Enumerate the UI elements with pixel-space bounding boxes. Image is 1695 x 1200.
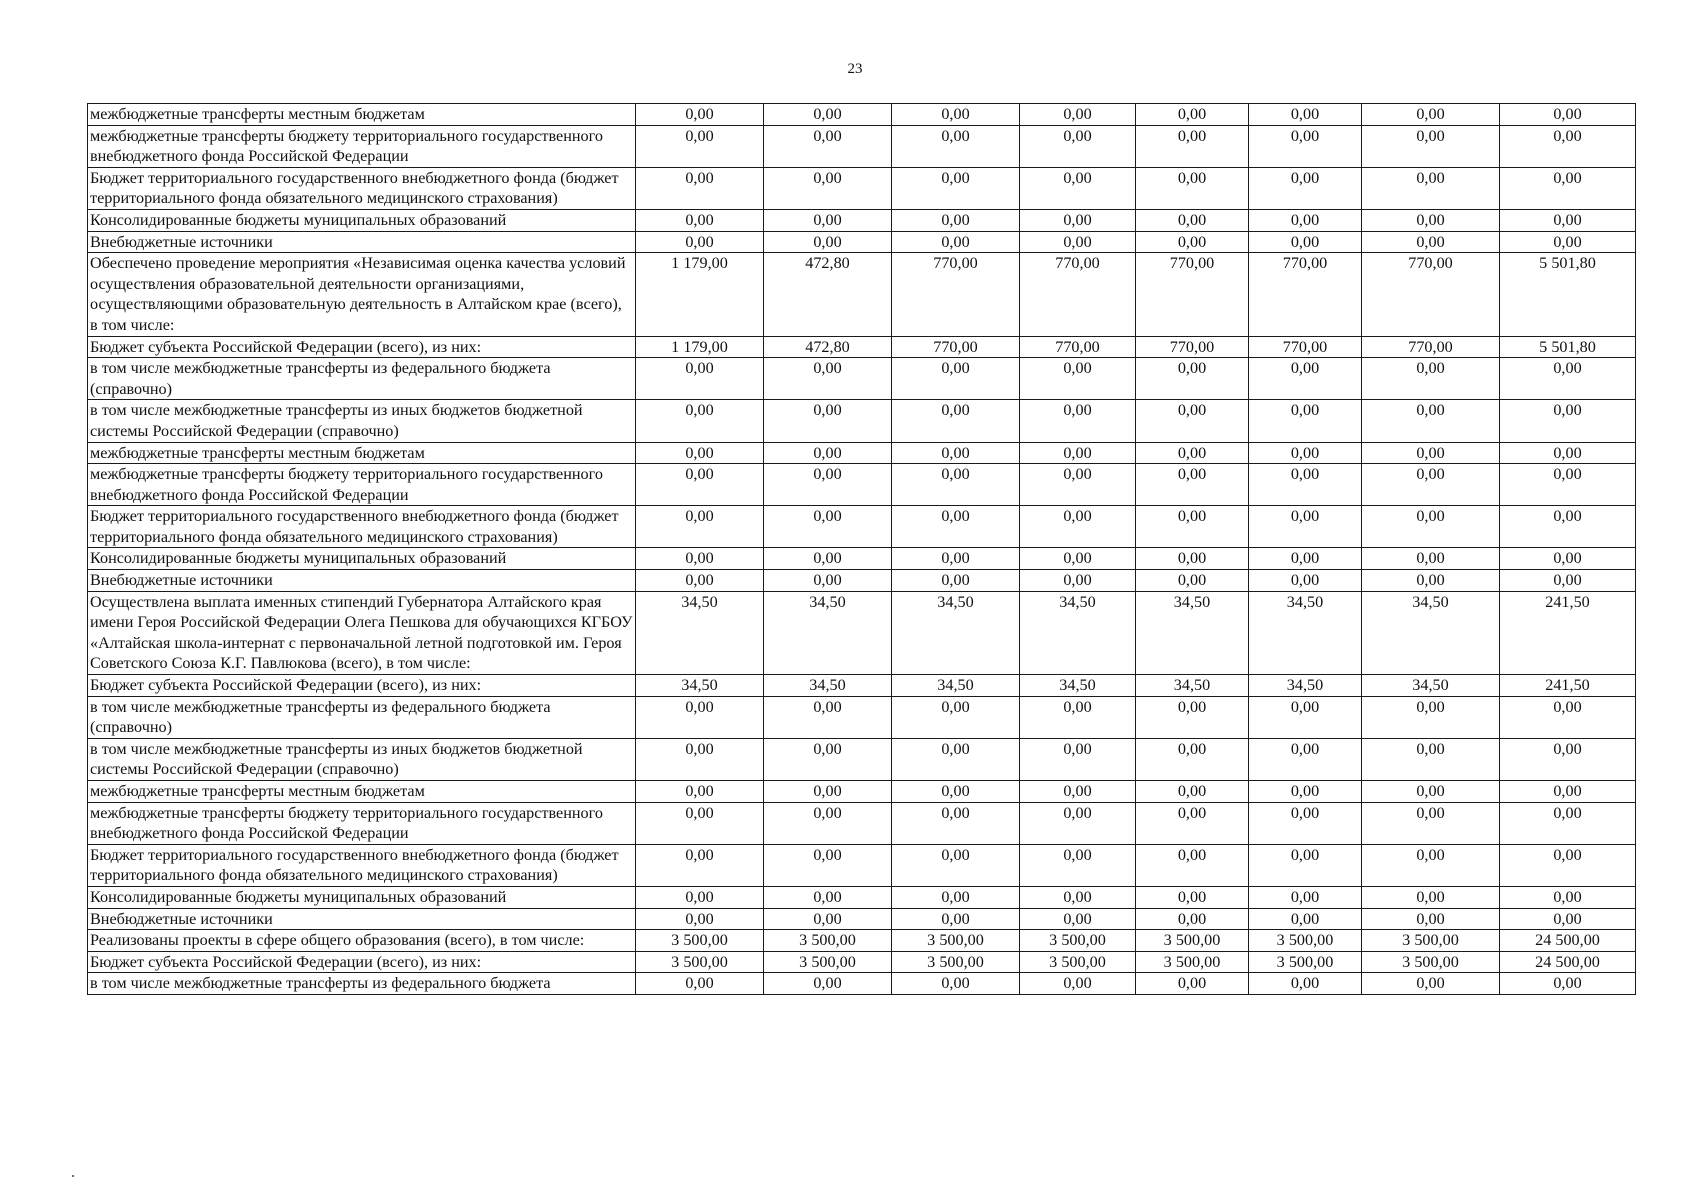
value-cell: 0,00 <box>636 908 764 930</box>
row-label: межбюджетные трансферты бюджету территориального государственного внебюджетного фонда Российской Федерации <box>88 464 636 506</box>
value-cell: 0,00 <box>1136 908 1249 930</box>
row-total-cell: 0,00 <box>1500 908 1636 930</box>
value-cell: 0,00 <box>1020 358 1136 400</box>
value-cell: 0,00 <box>636 570 764 592</box>
value-cell: 0,00 <box>764 125 892 167</box>
table-row <box>88 548 1636 570</box>
value-cell: 0,00 <box>1249 908 1362 930</box>
value-cell: 0,00 <box>1136 464 1249 506</box>
row-label: в том числе межбюджетные трансферты из иных бюджетов бюджетной системы Российской Федерации (справочно) <box>88 738 636 780</box>
value-cell: 0,00 <box>892 358 1020 400</box>
value-cell: 3 500,00 <box>1136 951 1249 973</box>
row-total-cell: 0,00 <box>1500 738 1636 780</box>
value-cell: 0,00 <box>1249 570 1362 592</box>
row-total-cell: 0,00 <box>1500 167 1636 209</box>
row-total-cell: 0,00 <box>1500 464 1636 506</box>
value-cell: 0,00 <box>1362 167 1500 209</box>
value-cell: 0,00 <box>892 400 1020 442</box>
value-cell: 34,50 <box>636 591 764 674</box>
value-cell: 0,00 <box>1020 125 1136 167</box>
value-cell: 0,00 <box>1136 125 1249 167</box>
table-row <box>88 570 1636 592</box>
value-cell: 0,00 <box>1249 400 1362 442</box>
row-label: в том числе межбюджетные трансферты из федерального бюджета (справочно) <box>88 696 636 738</box>
value-cell: 770,00 <box>1136 253 1249 336</box>
value-cell: 0,00 <box>1362 400 1500 442</box>
value-cell: 0,00 <box>892 781 1020 803</box>
value-cell: 0,00 <box>764 442 892 464</box>
value-cell: 0,00 <box>1020 442 1136 464</box>
row-total-cell: 0,00 <box>1500 696 1636 738</box>
value-cell: 3 500,00 <box>1362 930 1500 952</box>
value-cell: 0,00 <box>1249 104 1362 126</box>
value-cell: 0,00 <box>1136 696 1249 738</box>
value-cell: 0,00 <box>1136 442 1249 464</box>
value-cell: 34,50 <box>1020 675 1136 697</box>
value-cell: 0,00 <box>764 802 892 844</box>
value-cell: 3 500,00 <box>1249 930 1362 952</box>
row-label: межбюджетные трансферты бюджету территориального государственного внебюджетного фонда Российской Федерации <box>88 802 636 844</box>
value-cell: 770,00 <box>1249 336 1362 358</box>
row-total-cell: 0,00 <box>1500 506 1636 548</box>
value-cell: 0,00 <box>1362 908 1500 930</box>
row-label: Реализованы проекты в сфере общего образования (всего), в том числе: <box>88 930 636 952</box>
value-cell: 0,00 <box>1020 886 1136 908</box>
value-cell: 0,00 <box>892 696 1020 738</box>
value-cell: 0,00 <box>1020 231 1136 253</box>
row-label: в том числе межбюджетные трансферты из федерального бюджета <box>88 973 636 995</box>
value-cell: 0,00 <box>764 104 892 126</box>
row-total-cell: 0,00 <box>1500 844 1636 886</box>
value-cell: 0,00 <box>1136 886 1249 908</box>
value-cell: 3 500,00 <box>764 951 892 973</box>
value-cell: 0,00 <box>1249 442 1362 464</box>
row-label: межбюджетные трансферты местным бюджетам <box>88 781 636 803</box>
row-label: Осуществлена выплата именных стипендий Губернатора Алтайского края имени Героя Российской Федерации Олега Пешкова для обучающихся КГБОУ «Алтайская школа-интернат с первоначальной летной подготовкой им. Героя Советского Союза К.Г. Павлюкова (всего), в том числе: <box>88 591 636 674</box>
row-total-cell: 0,00 <box>1500 209 1636 231</box>
value-cell: 0,00 <box>1136 570 1249 592</box>
value-cell: 0,00 <box>1362 570 1500 592</box>
row-label: Бюджет субъекта Российской Федерации (всего), из них: <box>88 336 636 358</box>
row-label: в том числе межбюджетные трансферты из федерального бюджета (справочно) <box>88 358 636 400</box>
table-row <box>88 400 1636 442</box>
value-cell: 0,00 <box>1249 696 1362 738</box>
value-cell: 34,50 <box>1020 591 1136 674</box>
value-cell: 0,00 <box>1136 231 1249 253</box>
table-row <box>88 506 1636 548</box>
value-cell: 0,00 <box>1020 104 1136 126</box>
value-cell: 0,00 <box>1362 231 1500 253</box>
value-cell: 34,50 <box>636 675 764 697</box>
table-row <box>88 886 1636 908</box>
value-cell: 3 500,00 <box>892 951 1020 973</box>
value-cell: 770,00 <box>1136 336 1249 358</box>
value-cell: 0,00 <box>1249 125 1362 167</box>
value-cell: 0,00 <box>1136 400 1249 442</box>
row-label: Бюджет субъекта Российской Федерации (всего), из них: <box>88 951 636 973</box>
value-cell: 3 500,00 <box>1136 930 1249 952</box>
value-cell: 3 500,00 <box>1249 951 1362 973</box>
value-cell: 0,00 <box>1020 738 1136 780</box>
scan-speck <box>72 1175 74 1177</box>
row-label: Внебюджетные источники <box>88 231 636 253</box>
value-cell: 0,00 <box>1249 781 1362 803</box>
row-label: Внебюджетные источники <box>88 908 636 930</box>
value-cell: 0,00 <box>892 844 1020 886</box>
value-cell: 0,00 <box>1362 973 1500 995</box>
value-cell: 3 500,00 <box>1020 951 1136 973</box>
value-cell: 0,00 <box>892 167 1020 209</box>
table-row <box>88 442 1636 464</box>
value-cell: 0,00 <box>1362 886 1500 908</box>
value-cell: 0,00 <box>1136 506 1249 548</box>
table-row <box>88 951 1636 973</box>
page-number: 23 <box>847 61 863 77</box>
value-cell: 1 179,00 <box>636 336 764 358</box>
row-total-cell: 0,00 <box>1500 442 1636 464</box>
row-total-cell: 0,00 <box>1500 802 1636 844</box>
table-row <box>88 591 1636 674</box>
value-cell: 34,50 <box>1249 675 1362 697</box>
row-label: Бюджет территориального государственного внебюджетного фонда (бюджет территориального фонда обязательного медицинского страхования) <box>88 506 636 548</box>
value-cell: 0,00 <box>1136 973 1249 995</box>
row-total-cell: 241,50 <box>1500 591 1636 674</box>
value-cell: 34,50 <box>764 591 892 674</box>
value-cell: 0,00 <box>636 973 764 995</box>
row-total-cell: 0,00 <box>1500 548 1636 570</box>
value-cell: 0,00 <box>636 125 764 167</box>
value-cell: 0,00 <box>1136 738 1249 780</box>
value-cell: 0,00 <box>1362 738 1500 780</box>
value-cell: 34,50 <box>892 591 1020 674</box>
value-cell: 0,00 <box>892 442 1020 464</box>
value-cell: 0,00 <box>892 104 1020 126</box>
value-cell: 0,00 <box>1020 973 1136 995</box>
value-cell: 0,00 <box>1249 802 1362 844</box>
value-cell: 0,00 <box>764 886 892 908</box>
value-cell: 0,00 <box>636 548 764 570</box>
table-row <box>88 253 1636 336</box>
value-cell: 0,00 <box>1249 886 1362 908</box>
value-cell: 770,00 <box>892 336 1020 358</box>
row-total-cell: 241,50 <box>1500 675 1636 697</box>
value-cell: 0,00 <box>1249 973 1362 995</box>
row-total-cell: 24 500,00 <box>1500 951 1636 973</box>
value-cell: 0,00 <box>636 506 764 548</box>
value-cell: 0,00 <box>1249 738 1362 780</box>
value-cell: 0,00 <box>1362 696 1500 738</box>
value-cell: 0,00 <box>1020 506 1136 548</box>
value-cell: 0,00 <box>1249 844 1362 886</box>
value-cell: 0,00 <box>892 548 1020 570</box>
value-cell: 0,00 <box>892 506 1020 548</box>
table-row <box>88 125 1636 167</box>
value-cell: 0,00 <box>764 167 892 209</box>
table-row <box>88 231 1636 253</box>
value-cell: 0,00 <box>764 738 892 780</box>
value-cell: 0,00 <box>764 908 892 930</box>
table-row <box>88 464 1636 506</box>
value-cell: 0,00 <box>1020 908 1136 930</box>
table-row <box>88 781 1636 803</box>
value-cell: 0,00 <box>1136 358 1249 400</box>
value-cell: 0,00 <box>1362 844 1500 886</box>
value-cell: 34,50 <box>892 675 1020 697</box>
value-cell: 0,00 <box>636 464 764 506</box>
row-label: Консолидированные бюджеты муниципальных образований <box>88 886 636 908</box>
value-cell: 0,00 <box>1136 104 1249 126</box>
value-cell: 0,00 <box>1020 209 1136 231</box>
value-cell: 770,00 <box>1020 336 1136 358</box>
value-cell: 0,00 <box>1020 781 1136 803</box>
value-cell: 3 500,00 <box>764 930 892 952</box>
row-label: межбюджетные трансферты местным бюджетам <box>88 104 636 126</box>
value-cell: 0,00 <box>1249 464 1362 506</box>
value-cell: 0,00 <box>1362 506 1500 548</box>
value-cell: 0,00 <box>764 973 892 995</box>
value-cell: 0,00 <box>1020 548 1136 570</box>
value-cell: 0,00 <box>1020 167 1136 209</box>
table-row <box>88 358 1636 400</box>
value-cell: 472,80 <box>764 336 892 358</box>
value-cell: 0,00 <box>764 781 892 803</box>
value-cell: 770,00 <box>892 253 1020 336</box>
row-total-cell: 0,00 <box>1500 358 1636 400</box>
row-total-cell: 5 501,80 <box>1500 336 1636 358</box>
table-row <box>88 844 1636 886</box>
value-cell: 0,00 <box>1249 209 1362 231</box>
row-total-cell: 24 500,00 <box>1500 930 1636 952</box>
row-total-cell: 0,00 <box>1500 973 1636 995</box>
row-label: Консолидированные бюджеты муниципальных образований <box>88 548 636 570</box>
table-row <box>88 802 1636 844</box>
value-cell: 0,00 <box>892 231 1020 253</box>
value-cell: 0,00 <box>636 400 764 442</box>
row-total-cell: 0,00 <box>1500 231 1636 253</box>
value-cell: 0,00 <box>892 973 1020 995</box>
value-cell: 0,00 <box>1362 781 1500 803</box>
value-cell: 3 500,00 <box>636 930 764 952</box>
table-row <box>88 675 1636 697</box>
value-cell: 0,00 <box>636 167 764 209</box>
value-cell: 0,00 <box>1362 209 1500 231</box>
value-cell: 0,00 <box>1136 167 1249 209</box>
table-row <box>88 167 1636 209</box>
row-label: Бюджет территориального государственного внебюджетного фонда (бюджет территориального фонда обязательного медицинского страхования) <box>88 844 636 886</box>
value-cell: 0,00 <box>764 844 892 886</box>
value-cell: 0,00 <box>1362 548 1500 570</box>
value-cell: 0,00 <box>1020 400 1136 442</box>
value-cell: 0,00 <box>764 358 892 400</box>
value-cell: 34,50 <box>1249 591 1362 674</box>
table-row <box>88 973 1636 995</box>
value-cell: 0,00 <box>1362 104 1500 126</box>
value-cell: 770,00 <box>1362 336 1500 358</box>
value-cell: 0,00 <box>764 400 892 442</box>
value-cell: 0,00 <box>892 738 1020 780</box>
value-cell: 0,00 <box>764 696 892 738</box>
value-cell: 0,00 <box>636 209 764 231</box>
value-cell: 0,00 <box>636 738 764 780</box>
row-label: Консолидированные бюджеты муниципальных образований <box>88 209 636 231</box>
value-cell: 0,00 <box>636 802 764 844</box>
value-cell: 0,00 <box>1249 167 1362 209</box>
table-row <box>88 738 1636 780</box>
table-row <box>88 930 1636 952</box>
value-cell: 0,00 <box>1136 781 1249 803</box>
row-total-cell: 0,00 <box>1500 400 1636 442</box>
value-cell: 0,00 <box>636 231 764 253</box>
value-cell: 0,00 <box>1020 802 1136 844</box>
value-cell: 0,00 <box>1136 209 1249 231</box>
row-label: межбюджетные трансферты бюджету территориального государственного внебюджетного фонда Российской Федерации <box>88 125 636 167</box>
value-cell: 0,00 <box>892 908 1020 930</box>
value-cell: 0,00 <box>892 886 1020 908</box>
value-cell: 0,00 <box>892 802 1020 844</box>
value-cell: 770,00 <box>1020 253 1136 336</box>
value-cell: 0,00 <box>1362 442 1500 464</box>
value-cell: 1 179,00 <box>636 253 764 336</box>
value-cell: 770,00 <box>1362 253 1500 336</box>
row-label: Бюджет территориального государственного внебюджетного фонда (бюджет территориального фонда обязательного медицинского страхования) <box>88 167 636 209</box>
value-cell: 3 500,00 <box>1020 930 1136 952</box>
row-label: Обеспечено проведение мероприятия «Независимая оценка качества условий осуществления образовательной деятельности организациями, осуществляющими образовательную деятельность в Алтайском крае (всего), в том числе: <box>88 253 636 336</box>
value-cell: 0,00 <box>1136 844 1249 886</box>
value-cell: 0,00 <box>764 231 892 253</box>
value-cell: 0,00 <box>636 442 764 464</box>
value-cell: 0,00 <box>764 209 892 231</box>
row-label: межбюджетные трансферты местным бюджетам <box>88 442 636 464</box>
table-row <box>88 908 1636 930</box>
row-label: Бюджет субъекта Российской Федерации (всего), из них: <box>88 675 636 697</box>
value-cell: 34,50 <box>1136 591 1249 674</box>
value-cell: 0,00 <box>1020 844 1136 886</box>
value-cell: 0,00 <box>1362 125 1500 167</box>
value-cell: 0,00 <box>1362 464 1500 506</box>
row-total-cell: 0,00 <box>1500 781 1636 803</box>
value-cell: 0,00 <box>1136 802 1249 844</box>
value-cell: 0,00 <box>1020 696 1136 738</box>
row-total-cell: 5 501,80 <box>1500 253 1636 336</box>
budget-table <box>87 103 1636 995</box>
value-cell: 0,00 <box>636 104 764 126</box>
value-cell: 0,00 <box>636 781 764 803</box>
value-cell: 0,00 <box>764 548 892 570</box>
value-cell: 34,50 <box>764 675 892 697</box>
value-cell: 0,00 <box>636 696 764 738</box>
value-cell: 0,00 <box>1249 548 1362 570</box>
value-cell: 0,00 <box>1020 464 1136 506</box>
table-row <box>88 336 1636 358</box>
value-cell: 0,00 <box>1020 570 1136 592</box>
table-row <box>88 209 1636 231</box>
value-cell: 34,50 <box>1136 675 1249 697</box>
table-row <box>88 696 1636 738</box>
value-cell: 0,00 <box>1136 548 1249 570</box>
value-cell: 3 500,00 <box>892 930 1020 952</box>
row-total-cell: 0,00 <box>1500 886 1636 908</box>
value-cell: 3 500,00 <box>636 951 764 973</box>
value-cell: 0,00 <box>764 570 892 592</box>
value-cell: 472,80 <box>764 253 892 336</box>
value-cell: 0,00 <box>1249 358 1362 400</box>
row-label: Внебюджетные источники <box>88 570 636 592</box>
value-cell: 0,00 <box>636 844 764 886</box>
value-cell: 34,50 <box>1362 591 1500 674</box>
value-cell: 3 500,00 <box>1362 951 1500 973</box>
row-total-cell: 0,00 <box>1500 570 1636 592</box>
value-cell: 0,00 <box>892 125 1020 167</box>
table-row <box>88 104 1636 126</box>
value-cell: 0,00 <box>1249 231 1362 253</box>
value-cell: 0,00 <box>892 570 1020 592</box>
row-total-cell: 0,00 <box>1500 104 1636 126</box>
value-cell: 0,00 <box>1249 506 1362 548</box>
row-label: в том числе межбюджетные трансферты из иных бюджетов бюджетной системы Российской Федерации (справочно) <box>88 400 636 442</box>
value-cell: 0,00 <box>636 886 764 908</box>
row-total-cell: 0,00 <box>1500 125 1636 167</box>
value-cell: 0,00 <box>892 464 1020 506</box>
value-cell: 0,00 <box>892 209 1020 231</box>
value-cell: 0,00 <box>764 464 892 506</box>
value-cell: 0,00 <box>636 358 764 400</box>
value-cell: 0,00 <box>764 506 892 548</box>
value-cell: 34,50 <box>1362 675 1500 697</box>
value-cell: 0,00 <box>1362 358 1500 400</box>
value-cell: 0,00 <box>1362 802 1500 844</box>
value-cell: 770,00 <box>1249 253 1362 336</box>
